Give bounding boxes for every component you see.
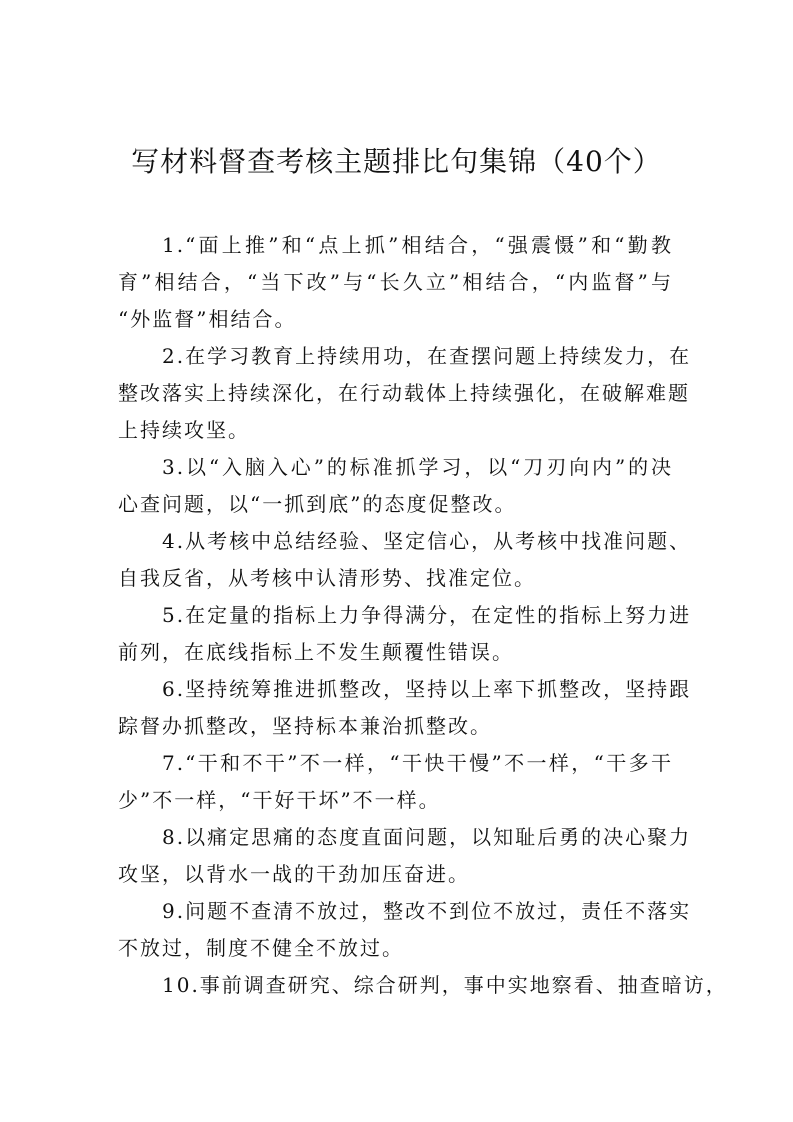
paragraph-line: 6.坚持统筹推进抓整改，坚持以上率下抓整改，坚持跟 bbox=[162, 677, 692, 701]
paragraph-line: 自我反省，从考核中认清形势、找准定位。 bbox=[118, 566, 536, 590]
paragraph bbox=[118, 449, 673, 523]
paragraph bbox=[118, 893, 692, 967]
paragraph-line: 上持续攻坚。 bbox=[118, 418, 250, 442]
paragraph bbox=[118, 671, 692, 745]
paragraph-line: 8.以痛定思痛的态度直面问题，以知耻后勇的决心聚力 bbox=[162, 825, 692, 849]
paragraph-line: 7.“干和不干”不一样，“干快干慢”不一样，“干多干 bbox=[162, 751, 673, 775]
paragraph-line: 2.在学习教育上持续用功，在查摆问题上持续发力，在 bbox=[162, 344, 692, 368]
paragraph-line: 心查问题，以“一抓到底”的态度促整改。 bbox=[118, 492, 517, 516]
paragraph-line: 9.问题不查清不放过，整改不到位不放过，责任不落实 bbox=[162, 899, 692, 923]
paragraph bbox=[118, 967, 728, 1004]
paragraph bbox=[118, 819, 692, 893]
document-body bbox=[118, 227, 728, 1004]
paragraph-line: 3.以“入脑入心”的标准抓学习，以“刀刃向内”的决 bbox=[162, 455, 673, 479]
paragraph-line: 10.事前调查研究、综合研判，事中实地察看、抽查暗访， bbox=[162, 973, 728, 997]
paragraph-line: 1.“面上推”和“点上抓”相结合，“强震慑”和“勤教 bbox=[162, 233, 673, 257]
paragraph bbox=[118, 227, 673, 338]
paragraph bbox=[118, 597, 692, 671]
paragraph-line: “外监督”相结合。 bbox=[118, 307, 297, 331]
paragraph-line: 4.从考核中总结经验、坚定信心，从考核中找准问题、 bbox=[162, 529, 692, 553]
paragraph-line: 少”不一样，“干好干坏”不一样。 bbox=[118, 788, 441, 812]
paragraph-line: 育”相结合，“当下改”与“长久立”相结合，“内监督”与 bbox=[118, 270, 673, 294]
paragraph-line: 整改落实上持续深化，在行动载体上持续强化，在破解难题 bbox=[118, 381, 690, 405]
paragraph bbox=[118, 338, 692, 449]
paragraph-line: 踪督办抓整改，坚持标本兼治抓整改。 bbox=[118, 714, 492, 738]
document-title: 写材料督查考核主题排比句集锦（40个） bbox=[131, 145, 662, 178]
paragraph bbox=[118, 745, 673, 819]
paragraph-line: 前列，在底线指标上不发生颠覆性错误。 bbox=[118, 640, 514, 664]
paragraph bbox=[118, 523, 692, 597]
paragraph-line: 5.在定量的指标上力争得满分，在定性的指标上努力进 bbox=[162, 603, 692, 627]
paragraph-line: 不放过，制度不健全不放过。 bbox=[118, 936, 404, 960]
paragraph-line: 攻坚，以背水一战的干劲加压奋进。 bbox=[118, 862, 470, 886]
